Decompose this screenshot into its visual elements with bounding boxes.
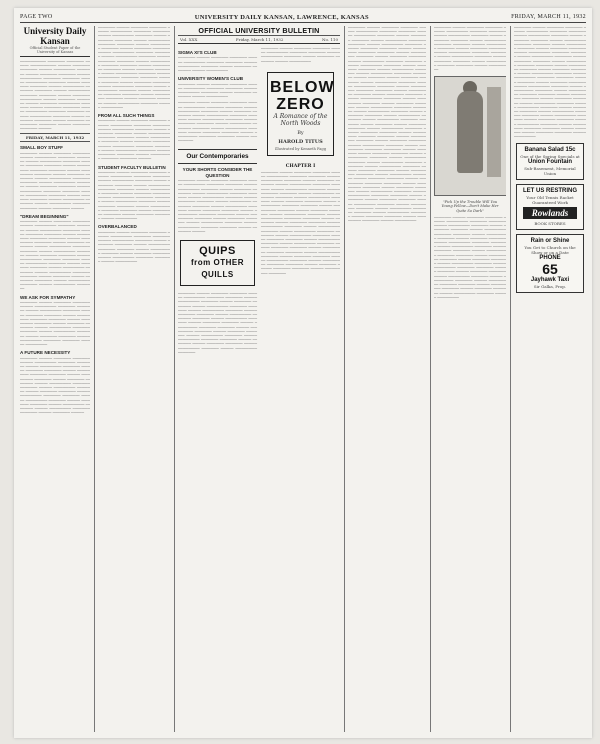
bulletin-item-text: ──────── ────── ──────── ──────── ────── ────────── ──────── ──────── ────── ────────── ──────── ────── ──────── ──────── ────── ────────── (178, 82, 257, 100)
book-promo-box (267, 72, 334, 156)
bulletin-item-text: ──────── ────── ──────── ──────── ────── ────────── ──────── ──────── ────── ────────── ──────── ────── ──────── ──────── ────── ────────── (178, 56, 257, 74)
bulletin-item-text: ──────── ────── ──────── ──────── ────── ────────── ──────── ──────── ────── ────────── ──────── ────── ──────── ──────── ────── ────────── (261, 47, 340, 64)
chapter-heading: CHAPTER I (285, 163, 316, 169)
ad-taxi-headline: Rain or Shine (530, 238, 570, 245)
column-bulletin (178, 26, 340, 732)
bulletin-header (178, 26, 340, 44)
editorial-dateline: FRIDAY, MARCH 11, 1932 (20, 133, 90, 142)
bulletin-item-heading: OVERBALANCED (98, 224, 137, 230)
quips-text: ──────── ────── ──────── ──────── ────── ────────── ──────── ──────── ────── ────────── ──────── ────── ──────── ──────── ────── ────────── ──────── ──────── ────── ────────── ──────── ────── ──────── ──────── ────── ────────── ──────── ──────── ────── ────────── ──────── ────── ──────── ──────── ────── ────────── ──────── ──────── ────── ────────── ──────── ────── ──────── ──────── ────── ────────── ──────── ────── ────────── ──────── ──────── ────── ──────── ────── ──────── ──────── ────── ────────── ──────── ────── ────────── ──────── (178, 291, 257, 355)
ad-restring-store: BOOK STORES (534, 221, 566, 227)
editorial-body: ──────── ────── ──────── ──────── ────── ────────── ──────── ──────── ────── ────────── ──────── ────── ──────── ──────── ────── ────────── ──────── ──────── ────── ────────── ──────── ────── ──────── ──────── ────── ────────── ──────── ──────── ────── ────────── ──────── ────── ──────── ──────── ────── ────────── ──────── ──────── ────── ────────── ──────── ────── ──────── ──────── ────── ────────── ──────── ────── ────────── ──────── ──────── ────── ──────── ────── (20, 356, 90, 416)
illustration-door (487, 87, 501, 177)
bulletin-item-heading: STUDENT FACULTY BULLETIN (98, 164, 166, 170)
book-title-line1: BELOW (270, 78, 335, 96)
book-title-line2: ZERO (276, 95, 325, 113)
editorial-body: ──────── ────── ──────── ──────── ────── ────────── ──────── ──────── ────── ────────── ──────── ────── ──────── ──────── ────── ────────── ──────── ──────── ────── ────────── ──────── ────── ──────── ──────── ────── ────────── ──────── ──────── ────── ────────── ──────── ────── ──────── ──────── ────── ────────── ──────── ──────── ────── ────────── (20, 300, 90, 347)
page-number: PAGE TWO (20, 14, 53, 20)
editorial-body: ──────── ────── ──────── ──────── ────── ────────── ──────── ──────── ────── ────────── ──────── ────── ──────── ──────── ────── ────────── ──────── ──────── ────── ────────── ──────── ────── ──────── ──────── ────── ────────── ──────── ──────── ────── ────────── (98, 230, 170, 265)
ad-restring-guarantee: Guaranteed Work (532, 200, 568, 206)
bulletin-item-heading: UNIVERSITY WOMEN'S CLUB (178, 76, 244, 82)
running-head (20, 12, 586, 23)
ad-restring-sub: Your Old Tennis Racket (526, 195, 574, 201)
column-story (348, 26, 426, 732)
issue-date-head: FRIDAY, MARCH 11, 1932 (511, 14, 586, 20)
story-text: ──────── ────── ──────── ──────── ────── ────────── ──────── ──────── ────── ────────── ──────── ────── ──────── ──────── ────── ────────── ──────── ──────── ────── ────────── ──────── ────── ──────── ──────── ────── ────────── ──────── ──────── ────── ────────── ──────── ────── ──────── ──────── ────── ────────── ──────── ──────── ────── ────────── ──────── ────── ──────── ──────── ────── ────────── ──────── ────── ────────── ──────── ──────── ────── ──────── ────── ──────── ──────── ────── ────────── ──────── ────── ────────── ──────── ────── ────────── ──────── ──────── ────── ────────── ──────── ────── ──────── ──────── ────── ────────── ──────── ────── ────────── ──────── ────── ──────── ──────── ────── ────────── ──────── ──────── ────── ────────── ──────── ────── ──────── ──────── ────── ────────── ──────── ────── ────────── ──────── ──────── ────── ──────── ────── ──────── ──────── ────── ────────── (514, 26, 586, 140)
bulletin-date: Friday, March 11, 1932 (235, 37, 284, 42)
editorial-body: ──────── ────── ──────── ──────── ────── ────────── ──────── ──────── ────── ────────── ──────── ────── ──────── ──────── ────── ────────── ──────── ──────── ────── ────────── ──────── ────── ──────── ──────── ────── ────────── ──────── ──────── ────── ────────── ──────── ────── ──────── ──────── ────── ────────── ──────── ──────── ────── ────────── ──────── ────── ──────── ──────── ────── ────────── (98, 170, 170, 222)
quips-title: QUIPS (199, 244, 236, 257)
story-text: ──────── ────── ──────── ──────── ────── ────────── ──────── ──────── ────── ────────── ──────── ────── ──────── ──────── ────── ────────── ──────── ──────── ────── ────────── ──────── ────── ──────── ──────── ────── ────────── ──────── ──────── ────── ────────── ──────── ────── ──────── ──────── ────── ────────── ──────── ──────── ────── ────────── ──────── ────── ──────── ──────── ────── ────────── ──────── ────── ────────── ──────── ──────── ────── ──────── ────── ──────── ──────── ────── ────────── ──────── ────── ────────── ──────── ────── ────────── ──────── ──────── ────── ────────── ──────── ────── ──────── ──────── ────── ────────── ──────── ────── ────────── ──────── ────── ──────── ──────── ────── ────────── ──────── ──────── ────── ────────── ──────── ────── ──────── ──────── ────── ────────── ──────── ────── ────────── ──────── ──────── ────── ──────── ────── ──────── ──────── ────── ────────── ──────── ────── ──────── ──────── ────── ────────── ──────── ──────── ────── ────────── ──────── ────── ──────── ──────── ────── ────────── ──────── ────── ────────── ──────── ──────── ────── ──────── ────── ──────── ──────── ────── ────────── ──────── ────── ────────── ──────── ────── ────────── ──────── ──────── ────── ────────── ──────── ────── ──────── ──────── ────── ────────── ──────── ────── ────────── ──────── ────── ──────── ──────── ────── ────────── ──────── ──────── ────── ────────── ──────── ────── ──────── ──────── ────── ────────── ──────── ────── ────────── ──────── ──────── ────── ──────── ────── ──────── ──────── ────── ────────── ──────── ────── ────────── ──────── ────── ────────── ──────── ──────── ────── ────────── ──────── ────── ──────── ──────── ────── ────────── ──────── ────── ────────── (348, 26, 426, 224)
ad-taxi-name: Jayhawk Taxi (530, 277, 570, 284)
quips-subtitle: from OTHER QUILLS (191, 257, 244, 279)
bulletin-left (178, 47, 257, 357)
editorial-heading: A FUTURE NECESSITY (20, 350, 71, 356)
ad-banana-venue: Union Fountain (528, 159, 572, 166)
ad-restring-logo: Rowlands (523, 207, 577, 219)
column-story-illustration (434, 26, 506, 732)
editorial-body: ──────── ────── ──────── ──────── ────── ────────── ──────── ──────── ────── ────────── ──────── ────── ──────── ──────── ────── ────────── ──────── ──────── ────── ────────── ──────── ────── ──────── ──────── ────── ────────── ──────── ──────── ────── ────────── ──────── ────── ──────── ──────── ────── ────────── ──────── ──────── ────── ────────── ──────── ────── ──────── ──────── ────── ────────── ──────── ────── ────────── ──────── ──────── ────── ──────── ────── (20, 151, 90, 211)
ad-jayhawk-taxi (516, 234, 584, 293)
ad-banana-location: Sub-Basement, Memorial Union (524, 166, 576, 177)
editorial-heading: SMALL BOY STUFF (20, 145, 63, 151)
editorial-heading: WE ASK FOR SYMPATHY (20, 294, 76, 300)
ad-restring-headline: LET US RESTRING (522, 188, 577, 195)
ad-taxi-phone-label: PHONE (539, 255, 561, 262)
story-text: ──────── ────── ──────── ──────── ────── ────────── ──────── ──────── ────── ────────── ──────── ────── ──────── ──────── ────── ────────── ──────── ──────── ────── ────────── ──────── ────── ──────── ──────── ────── ────────── ──────── ──────── ────── ────────── ──────── ────── ──────── ──────── ────── ────────── ──────── ──────── ────── ────────── (178, 101, 257, 144)
editorial-body: ──────── ────── ──────── ──────── ────── ────────── ──────── ──────── ────── ────────── ──────── ────── ──────── ──────── ────── ────────── ──────── ──────── ────── ────────── ──────── ────── ──────── ──────── ────── ────────── ──────── ──────── ────── ────────── ──────── ────── ──────── ──────── ────── ────────── ──────── ──────── ────── ────────── ──────── ────── ──────── ──────── ────── ────────── ──────── ────── ────────── ──────── ──────── ────── ──────── ────── ──────── ──────── ────── ────────── ──────── ────── ────────── ──────── (20, 220, 90, 292)
book-by: By (297, 129, 304, 136)
ad-taxi-phone-number: 65 (542, 261, 558, 278)
ad-restring (516, 184, 584, 230)
bulletin-volume: Vol. XXX (180, 37, 198, 42)
bulletin-issue-line (178, 35, 340, 43)
column-rule (94, 26, 95, 732)
editorial-body: ──────── ────── ──────── ──────── ────── ────────── ──────── ──────── ────── ────────── ──────── ────── ──────── ──────── ────── ────────── ──────── ──────── ────── ────────── ──────── ────── ──────── ──────── ────── ────────── ──────── ──────── ────── ────────── ──────── ────── ──────── ──────── ────── ────────── ──────── ──────── ────── (98, 119, 170, 162)
column-editorial (20, 26, 90, 732)
book-credit: Illustrated by Kenneth Fagg (274, 146, 327, 151)
column-editorial-continued (98, 26, 170, 732)
column-rule (430, 26, 431, 732)
illustration-figure (457, 91, 483, 173)
column-ads (514, 26, 586, 732)
masthead (20, 26, 90, 57)
bulletin-right (261, 47, 340, 357)
story-text: ──────── ────── ──────── ──────── ────── ────────── ──────── ──────── ────── ────────── ──────── ────── ──────── ──────── ────── ────────── ──────── ──────── ────── ────────── ──────── ────── ──────── ──────── ────── ────────── ──────── ──────── ────── ────────── ──────── ────── ──────── ──────── ────── ────────── ──────── ──────── ────── ────────── ──────── ────── ──────── ──────── ────── ────────── ──────── ────── ────────── ──────── ──────── ────── ──────── ────── ──────── ──────── ────── ────────── ──────── ────── ────────── ──────── ────── ────────── ──────── ──────── ────── ────────── ──────── ────── ──────── ──────── ────── ────────── ──────── ────── ────────── (434, 215, 506, 300)
staff-box: ──────────── ──────── ──────── ────── ──────────── ────── ──────── ──────── ────── ────────── ──────── ────── ──────── ──────── ────── ────────── ──────── ──────── ────── ────────── ──────── ────── ──────── ──────── ────── ────────── ──────── ──────── ────── ────────── ──────── ──────── ────── ──────── ────────── ────── ──────── ──────── ────── ──────── ────────── ──────── ────── ──────── ──────── ────── ────────── ──────── ──────── ────── ────────── ──────── ────── ──────── ──────── ────── ──────── ────────── ──────── ────── ──────── ──────── ────── (20, 60, 90, 132)
ad-taxi-proprietor: Sir Galka, Prop. (533, 284, 567, 290)
bulletin-number: No. 110 (321, 37, 338, 42)
newspaper-page (14, 8, 592, 738)
paper-name-head: UNIVERSITY DAILY KANSAN, LAWRENCE, KANSAS (194, 13, 369, 21)
contemporaries-heading: Our Contemporaries (178, 149, 257, 164)
contemporaries-text: ──────── ────── ──────── ──────── ────── ────────── ──────── ──────── ────── ────────── ──────── ────── ──────── ──────── ────── ────────── ──────── ──────── ────── ────────── ──────── ────── ──────── ──────── ────── ────────── ──────── ──────── ────── ────────── ──────── ────── ──────── ──────── ────── ────────── ──────── ──────── ────── ────────── ──────── ────── ──────── ──────── ────── ────────── ──────── ────── ────────── ──────── ──────── ────── ──────── ────── (178, 179, 257, 234)
book-tagline: A Romance of the North Woods (273, 112, 328, 127)
contemporaries-subhead: YOUR SHORTS CONSIDER THE QUESTION (182, 167, 253, 178)
story-illustration (434, 76, 506, 196)
masthead-title: University Daily Kansan (23, 26, 87, 46)
masthead-subtitle: Official Student Paper of the University of Kansas (29, 46, 81, 54)
column-rule (510, 26, 511, 732)
story-text: ──────── ────── ──────── ──────── ────── ────────── ──────── ──────── ────── ────────── ──────── ────── ──────── ──────── ────── ────────── ──────── ──────── ────── ────────── ──────── ────── ──────── ──────── ────── ────────── ──────── ──────── ────── ────────── ──────── ────── ──────── ──────── ────── ────────── ──────── ──────── ────── ────────── ──────── ────── ──────── ──────── ────── ────────── ──────── ────── ────────── ──────── ──────── ────── ──────── ────── ──────── ──────── ────── ────────── ──────── ────── ────────── ──────── ────── ────────── ──────── ──────── ────── ────────── ──────── ────── ──────── ──────── ────── ────────── ──────── ────── ────────── ──────── ────── ──────── ──────── ────── ────────── ──────── ──────── ────── ────────── ──────── ────── ──────── ──────── ────── ────────── ──────── ────── ────────── ──────── ──────── ────── ──────── ────── ──────── ──────── ────── ────────── ──────── (261, 170, 340, 276)
bulletin-body (178, 47, 340, 357)
column-rule (174, 26, 175, 732)
bulletin-item-heading: SIGMA XI'S CLUB (178, 50, 217, 55)
bulletin-title: OFFICIAL UNIVERSITY BULLETIN (198, 26, 320, 35)
column-rule (344, 26, 345, 732)
editorial-heading: "DREAM BEGINNING" (20, 213, 69, 219)
editorial-body: ──────── ────── ──────── ──────── ────── ────────── ──────── ──────── ────── ────────── ──────── ────── ──────── ──────── ────── ────────── ──────── ──────── ────── ────────── ──────── ────── ──────── ──────── ────── ────────── ──────── ──────── ────── ────────── ──────── ────── ──────── ──────── ────── ────────── ──────── ──────── ────── ────────── ──────── ────── ──────── ──────── ────── ────────── ──────── ────── ────────── ──────── ──────── ────── ──────── ────── ──────── ──────── ────── ────────── ──────── ────── ────────── ──────── ────── ────────── ──────── ──────── ────── ────────── ──────── ────── ──────── ──────── ────── ────────── ──────── ────── ────────── (98, 26, 170, 110)
ad-banana-tagline: One of the Spring Specials at (520, 154, 580, 160)
quips-box (180, 240, 255, 286)
story-text: ──────── ────── ──────── ──────── ────── ────────── ──────── ──────── ────── ────────── ──────── ────── ──────── ──────── ────── ────────── ──────── ──────── ────── ────────── ──────── ────── ──────── ──────── ────── ────────── ──────── ──────── ────── ────────── ──────── ────── ──────── ──────── ────── ────────── ──────── ──────── ────── ────────── (434, 26, 506, 73)
ad-banana-salad (516, 143, 584, 180)
illustration-caption: "Pick Up the Trouble Will You Young Fellow—Don't Make Her Quite So Dark" (441, 200, 499, 213)
ad-taxi-tagline: You Get to Church on the Show or on a Date (524, 245, 576, 256)
bulletin-item-heading: FROM ALL SUCH THINGS (98, 113, 155, 119)
ad-banana-headline: Banana Salad 15c (524, 147, 576, 154)
book-author: HAROLD TITUS (278, 138, 323, 145)
